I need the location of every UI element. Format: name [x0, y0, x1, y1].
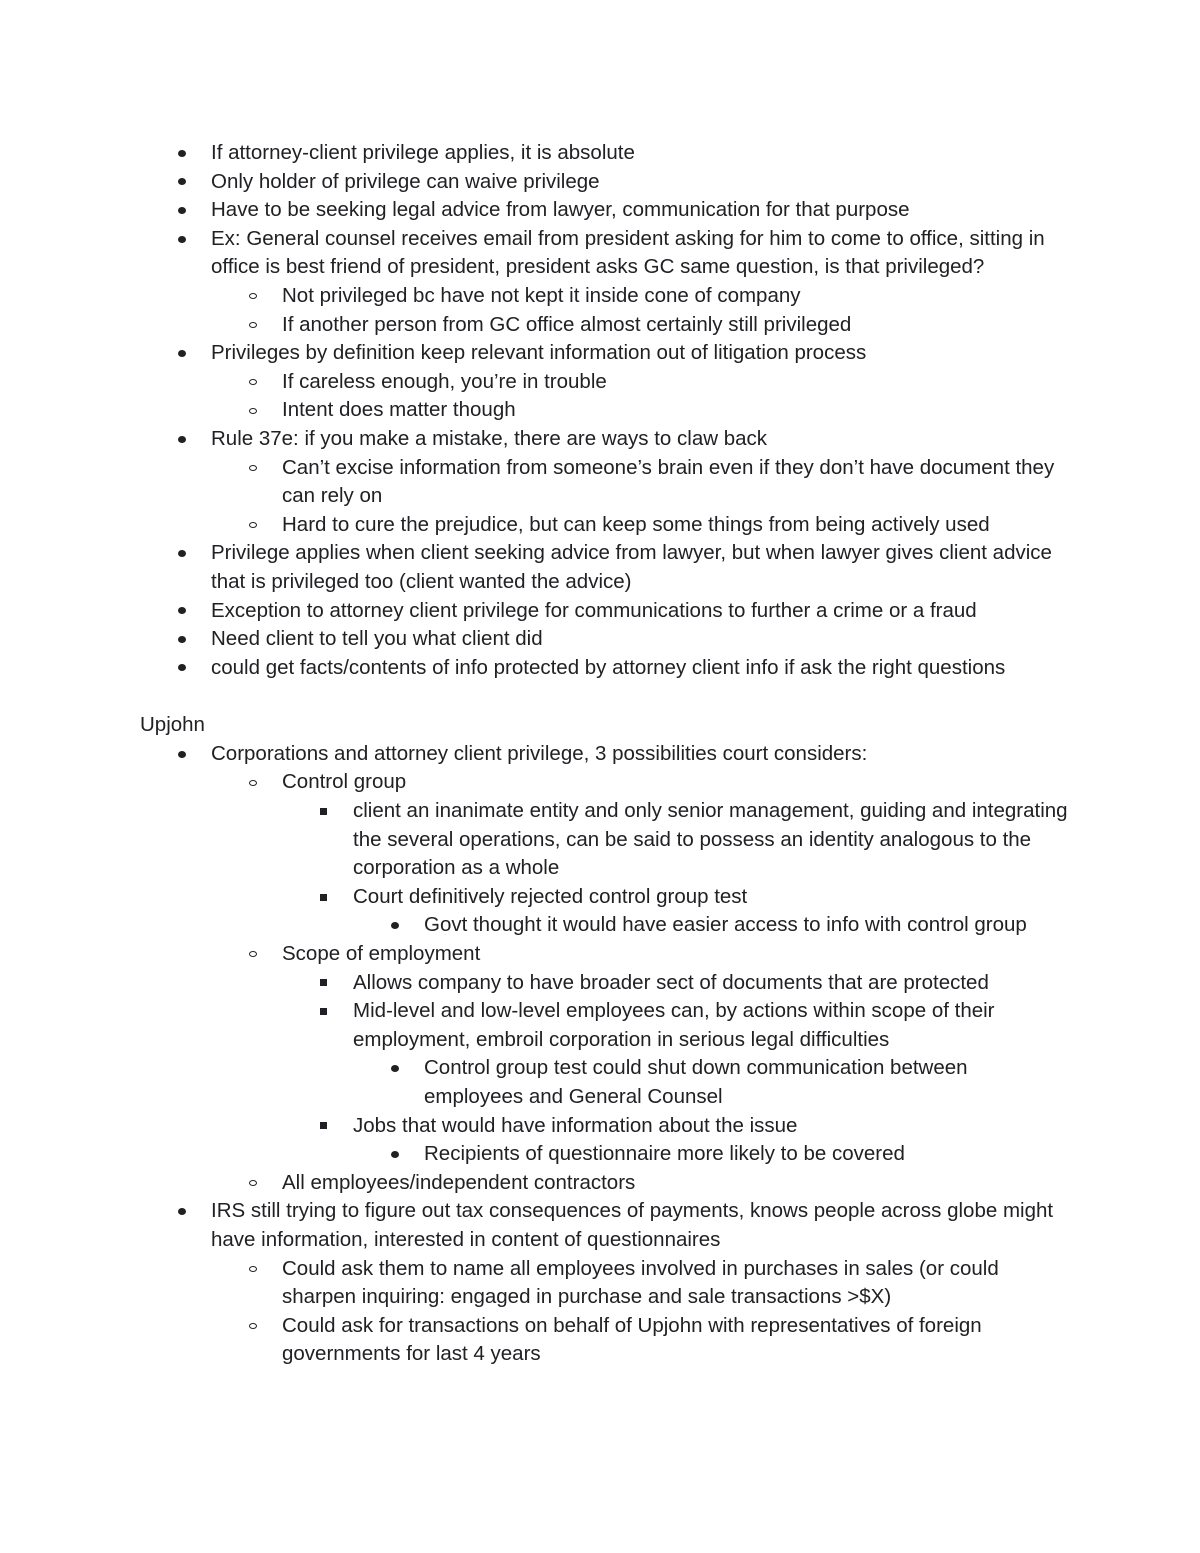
list-item	[140, 1140, 1070, 1169]
filled-circle-bullet-icon	[178, 664, 186, 671]
list-item-text: Privileges by definition keep relevant information out of litigation process	[211, 341, 867, 365]
filled-circle-bullet-icon	[178, 236, 186, 243]
list-item-text: Privilege applies when client seeking advice from lawyer, but when lawyer gives client advice that is privileged too (client wanted the advice)	[211, 541, 1052, 593]
list-item-text: Court definitively rejected control group test	[353, 884, 748, 908]
list-item	[140, 1312, 1070, 1369]
hollow-circle-bullet-icon	[249, 951, 257, 957]
list-item	[140, 425, 1070, 454]
list-item	[140, 654, 1070, 683]
list-item	[140, 282, 1070, 311]
list-item-text: Could ask them to name all employees involved in purchases in sales (or could sharpen inquiring: engaged in purchase and sale transactions >$X)	[282, 1256, 999, 1309]
list-item-text: IRS still trying to figure out tax consequences of payments, knows people across globe might have information, interested in content of questionnaires	[211, 1199, 1054, 1251]
list-item-text: Hard to cure the prejudice, but can keep some things from being actively used	[282, 512, 990, 536]
filled-circle-bullet-icon	[178, 751, 186, 758]
filled-circle-bullet-icon	[178, 550, 186, 557]
list-item-text: Govt thought it would have easier access to info with control group	[424, 913, 1027, 937]
list-item-text: Mid-level and low-level employees can, by actions within scope of their employment, embroil corporation in serious legal difficulties	[353, 999, 995, 1051]
list-item	[140, 740, 1070, 769]
list-item	[140, 1169, 1070, 1198]
filled-circle-bullet-icon	[178, 636, 186, 643]
list-item-text: Can’t excise information from someone’s brain even if they don’t have document they can rely on	[282, 455, 1055, 508]
list-item	[140, 1054, 1070, 1111]
filled-circle-bullet-icon	[178, 436, 186, 443]
list-item	[140, 539, 1070, 596]
list-item	[140, 368, 1070, 397]
list-item	[140, 511, 1070, 540]
list-item-text: Could ask for transactions on behalf of Upjohn with representatives of foreign governments for last 4 years	[282, 1313, 982, 1366]
filled-circle-bullet-icon	[178, 150, 186, 157]
hollow-circle-bullet-icon	[249, 293, 257, 299]
section-heading-upjohn: Upjohn	[140, 713, 205, 737]
list-item-text: Have to be seeking legal advice from lawyer, communication for that purpose	[211, 198, 910, 222]
list-item-text: Exception to attorney client privilege for communications to further a crime or a fraud	[211, 598, 977, 622]
hollow-circle-bullet-icon	[249, 465, 257, 471]
list-item	[140, 225, 1070, 282]
list-item	[140, 311, 1070, 340]
document-page	[140, 139, 1070, 1369]
hollow-circle-bullet-icon	[249, 322, 257, 328]
list-item	[140, 339, 1070, 368]
list-item-text: Intent does matter though	[282, 398, 516, 422]
list-item	[140, 883, 1070, 912]
list-item	[140, 168, 1070, 197]
list-item-text: client an inanimate entity and only senior management, guiding and integrating the several operations, can be said to possess an identity analogous to the corporation as a whole	[353, 799, 1068, 880]
notes-list-upjohn	[140, 740, 1070, 1369]
list-item	[140, 625, 1070, 654]
list-item-text: If careless enough, you’re in trouble	[282, 369, 607, 393]
list-item-text: Scope of employment	[282, 942, 481, 966]
square-bullet-icon	[320, 979, 327, 986]
filled-circle-bullet-icon	[391, 1151, 399, 1158]
list-item	[140, 797, 1070, 883]
square-bullet-icon	[320, 808, 327, 815]
list-item-text: Ex: General counsel receives email from president asking for him to come to office, sitting in office is best friend of president, president asks GC same question, is that privileged?	[211, 226, 1045, 279]
list-item	[140, 139, 1070, 168]
square-bullet-icon	[320, 894, 327, 901]
hollow-circle-bullet-icon	[249, 1180, 257, 1186]
list-item	[140, 997, 1070, 1054]
filled-circle-bullet-icon	[178, 207, 186, 214]
paragraph-spacer	[140, 682, 1070, 711]
list-item-text: If another person from GC office almost certainly still privileged	[282, 312, 852, 336]
filled-circle-bullet-icon	[178, 1208, 186, 1215]
hollow-circle-bullet-icon	[249, 408, 257, 414]
list-item	[140, 196, 1070, 225]
list-item	[140, 768, 1070, 797]
list-item	[140, 940, 1070, 969]
filled-circle-bullet-icon	[391, 922, 399, 929]
list-item-text: Control group	[282, 770, 407, 794]
list-item	[140, 396, 1070, 425]
list-item-text: If attorney-client privilege applies, it is absolute	[211, 141, 635, 164]
list-item	[140, 597, 1070, 626]
hollow-circle-bullet-icon	[249, 780, 257, 786]
list-item	[140, 969, 1070, 998]
filled-circle-bullet-icon	[178, 607, 186, 614]
list-item-text: Rule 37e: if you make a mistake, there are ways to claw back	[211, 426, 768, 450]
list-item-text: Jobs that would have information about the issue	[353, 1113, 798, 1137]
notes-list-privilege	[140, 139, 1070, 682]
filled-circle-bullet-icon	[391, 1065, 399, 1072]
filled-circle-bullet-icon	[178, 350, 186, 357]
square-bullet-icon	[320, 1122, 327, 1129]
list-item-text: Recipients of questionnaire more likely to be covered	[424, 1142, 905, 1166]
hollow-circle-bullet-icon	[249, 1266, 257, 1272]
list-item	[140, 1255, 1070, 1312]
list-item-text: Control group test could shut down communication between employees and General Counsel	[424, 1056, 968, 1108]
list-item	[140, 1112, 1070, 1141]
square-bullet-icon	[320, 1008, 327, 1015]
list-item-text: Allows company to have broader sect of documents that are protected	[353, 970, 989, 994]
list-item-text: Only holder of privilege can waive privilege	[211, 169, 600, 193]
list-item	[140, 454, 1070, 511]
hollow-circle-bullet-icon	[249, 1323, 257, 1329]
list-item-text: Need client to tell you what client did	[211, 627, 543, 651]
list-item-text: could get facts/contents of info protected by attorney client info if ask the right questions	[211, 655, 1006, 679]
list-item-text: All employees/independent contractors	[282, 1170, 636, 1194]
list-item-text: Not privileged bc have not kept it inside cone of company	[282, 283, 801, 307]
list-item	[140, 1197, 1070, 1254]
hollow-circle-bullet-icon	[249, 522, 257, 528]
list-item-text: Corporations and attorney client privilege, 3 possibilities court considers:	[211, 741, 868, 765]
hollow-circle-bullet-icon	[249, 379, 257, 385]
filled-circle-bullet-icon	[178, 178, 186, 185]
list-item	[140, 911, 1070, 940]
